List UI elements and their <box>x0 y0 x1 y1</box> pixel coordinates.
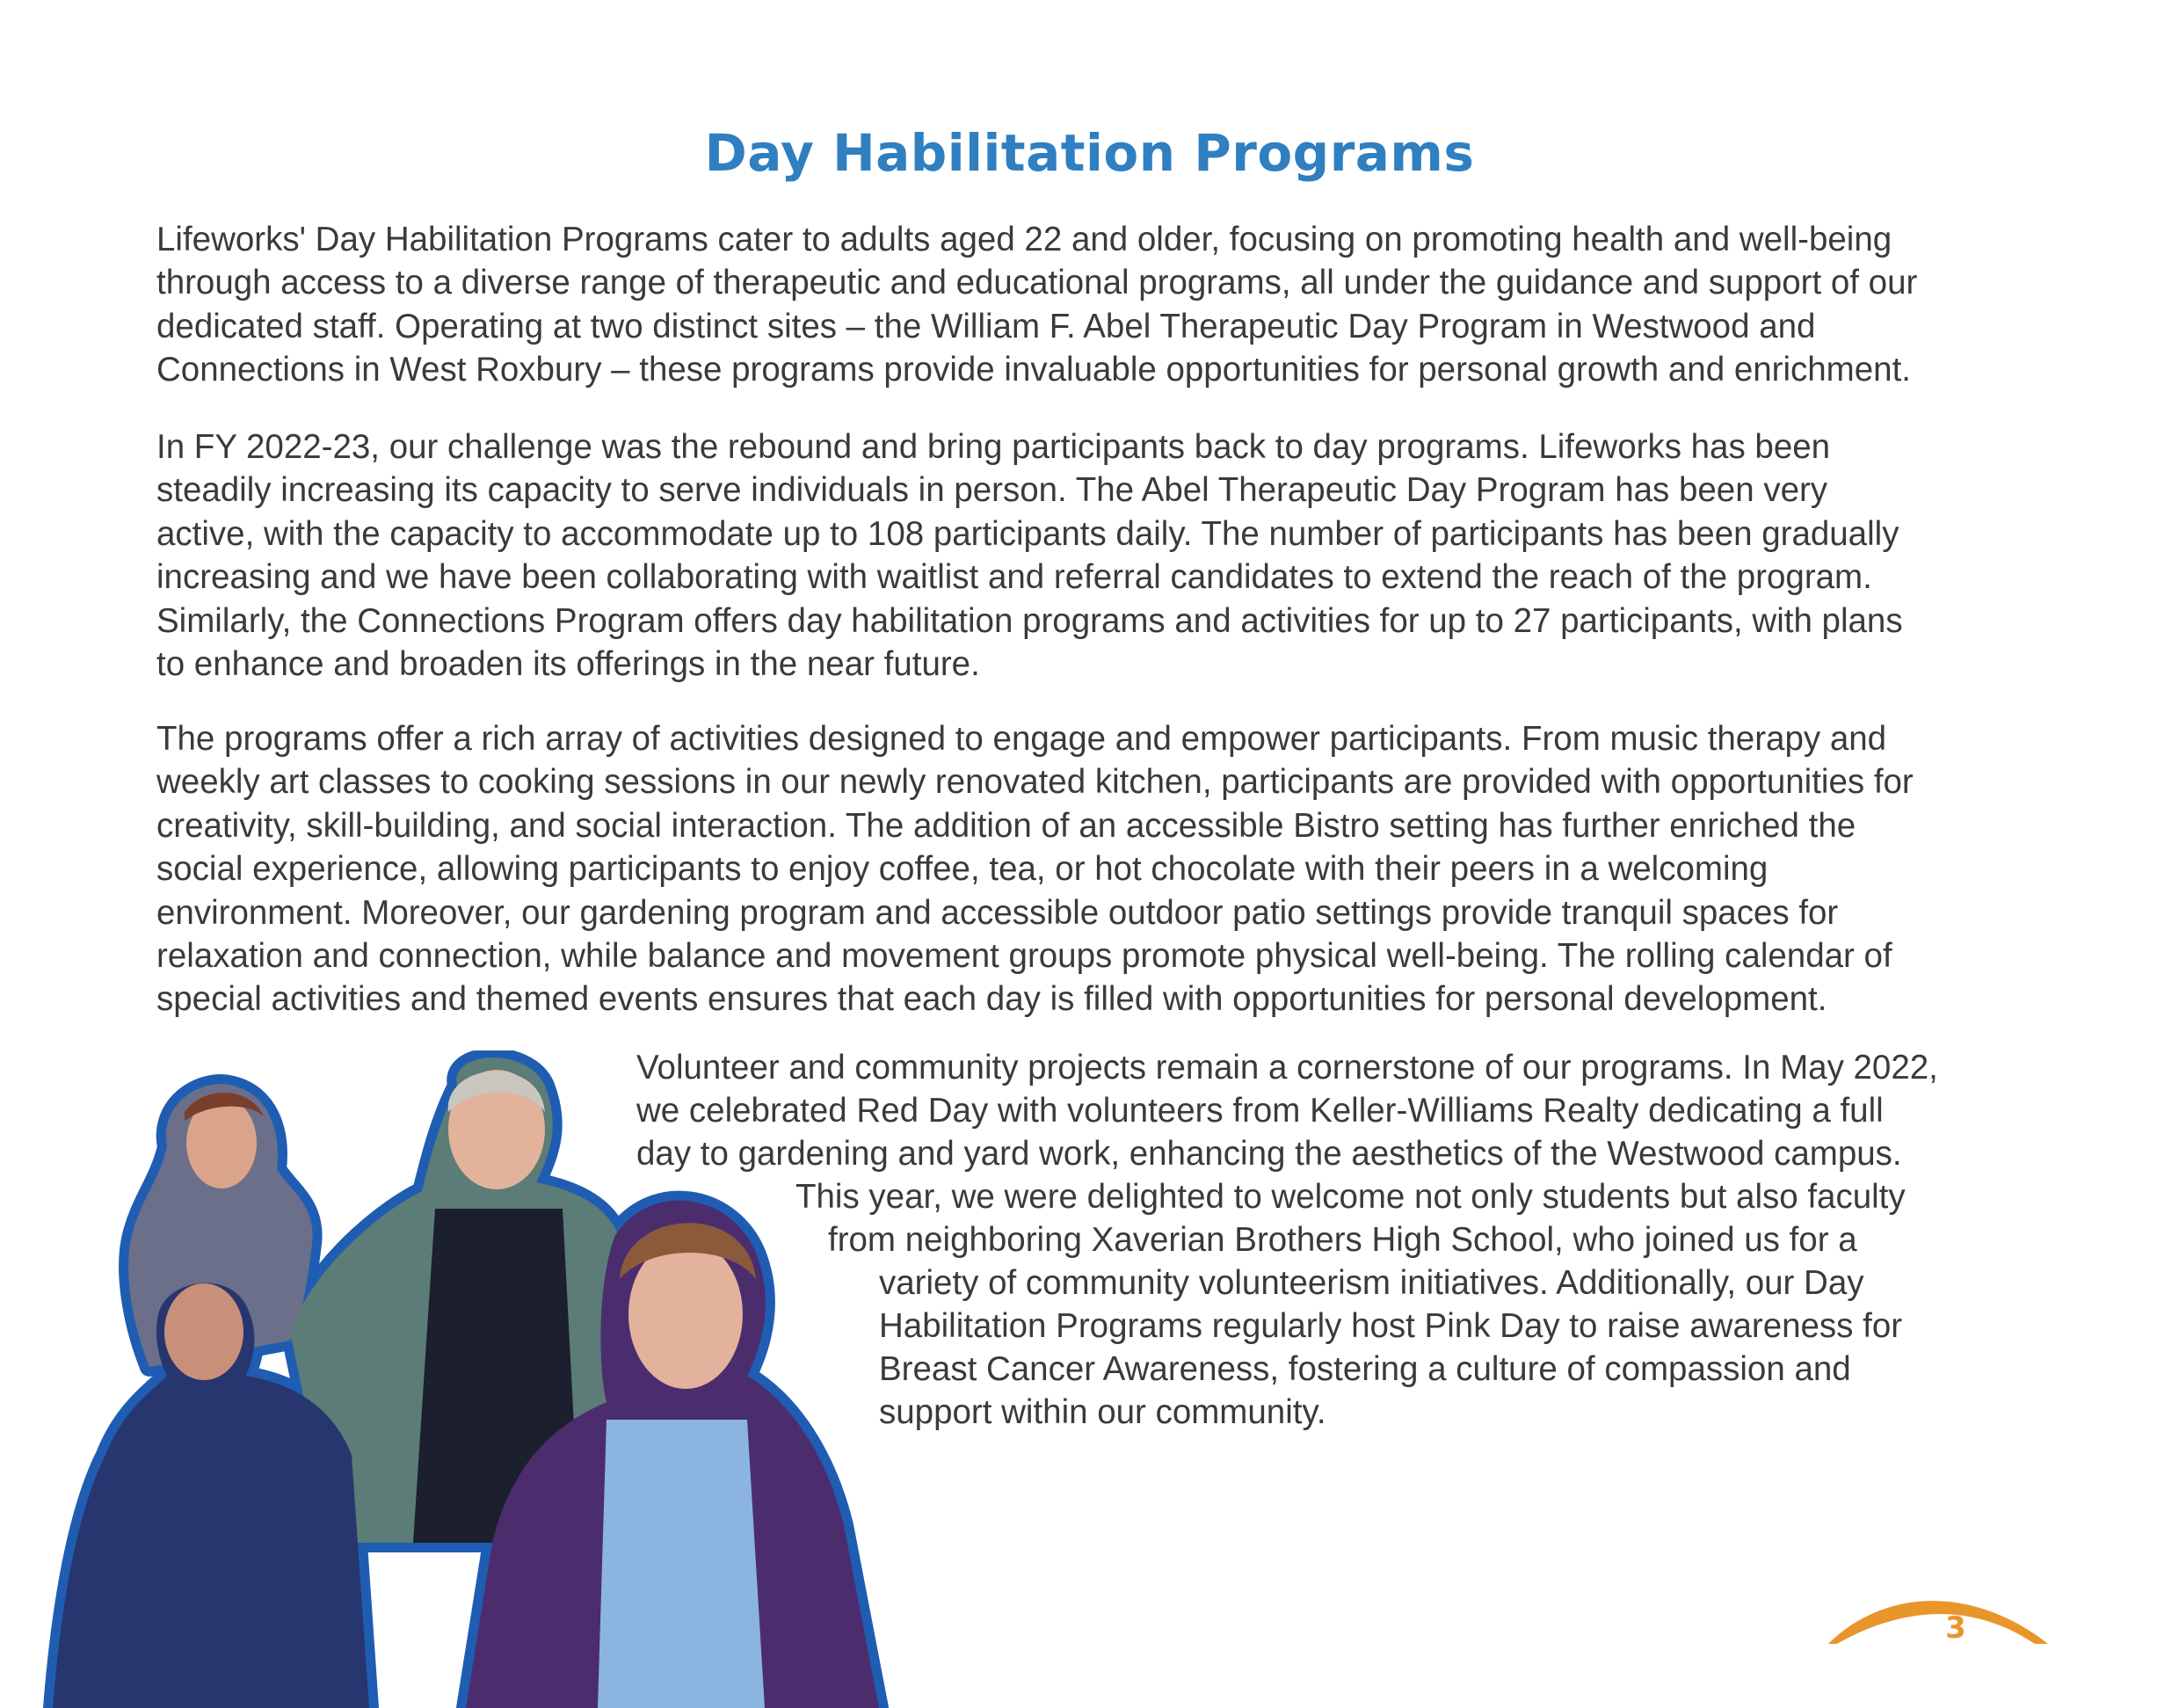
text-line: relaxation and connection, while balance and movement groups promote physical well-being. The rolling calendar of <box>156 937 1892 976</box>
paragraph-intro <box>156 218 2055 392</box>
text-line: Lifeworks' Day Habilitation Programs cater to adults aged 22 and older, focusing on promoting health and well-being <box>156 221 1892 258</box>
text-line: active, with the capacity to accommodate up to 108 participants daily. The number of participants has been gradually <box>156 514 1899 553</box>
text-line: The programs offer a rich array of activities designed to engage and empower participants. From music therapy and <box>156 720 1887 758</box>
page-number: 3 <box>1945 1610 1966 1646</box>
text-line: support within our community. <box>879 1393 1326 1431</box>
text-line: increasing and we have been collaborating with waitlist and referral candidates to extend the reach of the program. <box>156 558 1872 597</box>
text-line: environment. Moreover, our gardening program and accessible outdoor patio settings provide tranquil spaces for <box>156 893 1839 932</box>
text-line: creativity, skill-building, and social interaction. The addition of an accessible Bistro setting has further enriched the <box>156 806 1856 845</box>
text-line: Similarly, the Connections Program offers day habilitation programs and activities for up to 27 participants, with plans <box>156 601 1903 640</box>
text-line: In FY 2022-23, our challenge was the rebound and bring participants back to day programs. Lifeworks has been <box>156 428 1831 466</box>
text-line: from neighboring Xaverian Brothers High School, who joined us for a <box>828 1221 1857 1259</box>
text-line: we celebrated Red Day with volunteers from Keller-Williams Realty dedicating a full <box>636 1092 1884 1130</box>
text-line: through access to a diverse range of therapeutic and educational programs, all under the guidance and support of our <box>156 264 1918 302</box>
text-line: variety of community volunteerism initiatives. Additionally, our Day <box>879 1264 1864 1302</box>
text-line: Breast Cancer Awareness, fostering a culture of compassion and <box>879 1350 1851 1388</box>
text-line: special activities and themed events ensures that each day is filled with opportunities for personal development. <box>156 980 1827 1019</box>
text-line: to enhance and broaden its offerings in the near future. <box>156 645 980 684</box>
text-line: dedicated staff. Operating at two distinct sites – the William F. Abel Therapeutic Day Program in Westwood and <box>156 307 1816 345</box>
text-line: social experience, allowing participants to enjoy coffee, tea, or hot chocolate with their peers in a welcoming <box>156 850 1769 889</box>
text-line: Connections in West Roxbury – these programs provide invaluable opportunities for personal growth and enrichment. <box>156 351 1911 389</box>
text-line: steadily increasing its capacity to serve individuals in person. The Abel Therapeutic Day Program has been very <box>156 471 1828 510</box>
page-title: Day Habilitation Programs <box>704 123 1475 183</box>
text-line: Volunteer and community projects remain a cornerstone of our programs. In May 2022, <box>636 1049 1938 1087</box>
participants-photo <box>0 1050 941 1708</box>
paragraph-fy-2022-23 <box>156 425 2055 686</box>
text-line: This year, we were delighted to welcome not only students but also faculty <box>795 1178 1906 1216</box>
text-line: day to gardening and yard work, enhancing the aesthetics of the Westwood campus. <box>636 1135 1902 1173</box>
text-line: weekly art classes to cooking sessions in our newly renovated kitchen, participants are provided with opportunities for <box>156 763 1914 802</box>
paragraph-activities <box>156 717 2055 1021</box>
text-line: Habilitation Programs regularly host Pink Day to raise awareness for <box>879 1307 1903 1345</box>
